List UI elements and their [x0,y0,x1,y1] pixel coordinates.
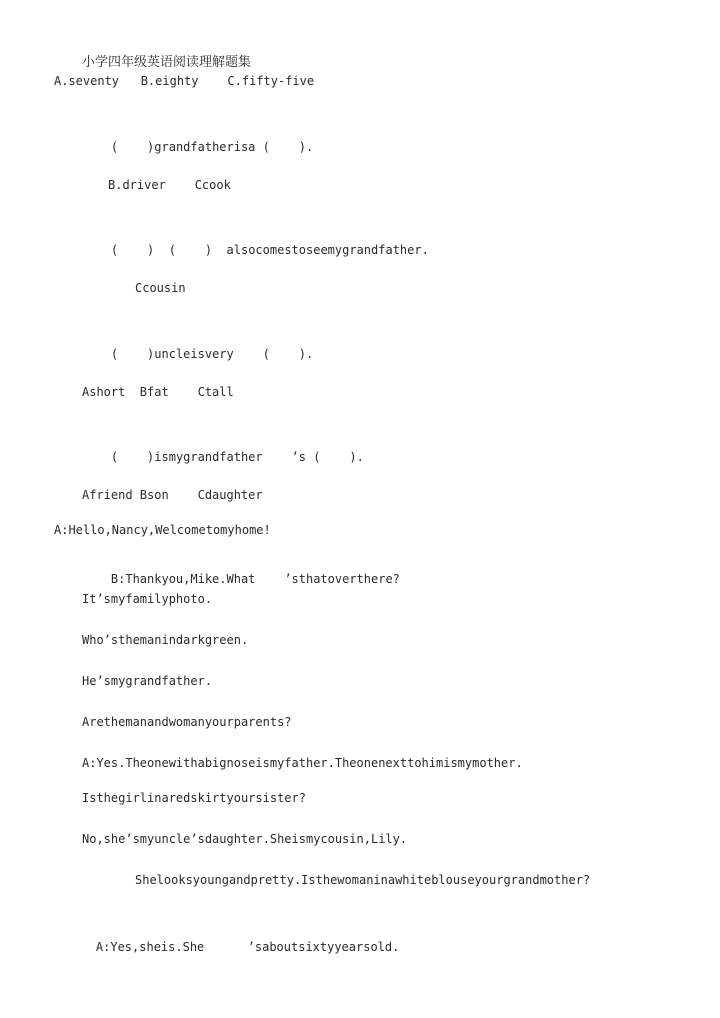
question-text: alsocomestoseemygrandfather. [226,243,429,257]
question-2 [82,229,429,271]
dialogue-text: ’sthatoverthere? [284,572,400,586]
dialogue-line: Shelooksyoungandpretty.Isthewomaninawhiteblouseyourgrandmother? [135,873,591,887]
question-text: ismygrandfather [154,450,263,464]
options-line-4: Ashort Bfat Ctall [82,385,234,399]
options-line-5: Afriend Bson Cdaughter [82,488,263,502]
dialogue-line: Arethemanandwomanyourparents? [82,715,292,729]
options-line-3: Ccousin [135,281,186,295]
dialogue-text: ’saboutsixtyyearsold. [247,940,400,954]
answer-blank: ( ) [110,450,155,464]
dialogue-line: A:Hello,Nancy,Welcometomyhome! [54,523,271,537]
dialogue-text: A:Yes,sheis.She [95,940,205,954]
options-line-1: A.seventy B.eighty C.fifty-five [54,74,315,88]
dialogue-line: A:Yes.Theonewithabignoseismyfather.Theonenexttohimismymother. [82,756,523,770]
answer-blank: ( ) [110,347,155,361]
dialogue-line: He’smygrandfather. [82,674,213,688]
dialogue-line: No,she’smyuncle’sdaughter.Sheismycousin,Lily. [82,832,408,846]
question-1 [82,126,313,168]
answer-blank: ( ) [110,140,155,154]
question-3 [82,333,313,375]
question-text: grandfatherisa [154,140,256,154]
answer-blank: ( ). [313,450,364,464]
answer-blank: ( ). [262,140,314,154]
dialogue-line: Who’sthemanindarkgreen. [82,633,249,647]
answer-blank: ( ) [110,243,155,257]
dialogue-text: B:Thankyou,Mike.What [110,572,256,586]
dialogue-line: It’smyfamilyphoto. [82,592,213,606]
dialogue-line [67,926,399,968]
question-4 [82,436,364,478]
answer-blank: ( ). [262,347,314,361]
answer-blank: ( ) [168,243,213,257]
options-line-2: B.driver Ccook [108,178,231,192]
dialogue-line: Isthegirlinaredskirtyoursister? [82,791,306,805]
apostrophe-s: ’s [291,450,306,464]
question-text: uncleisvery [154,347,234,361]
page-title: 小学四年级英语阅读理解题集 [82,55,252,70]
